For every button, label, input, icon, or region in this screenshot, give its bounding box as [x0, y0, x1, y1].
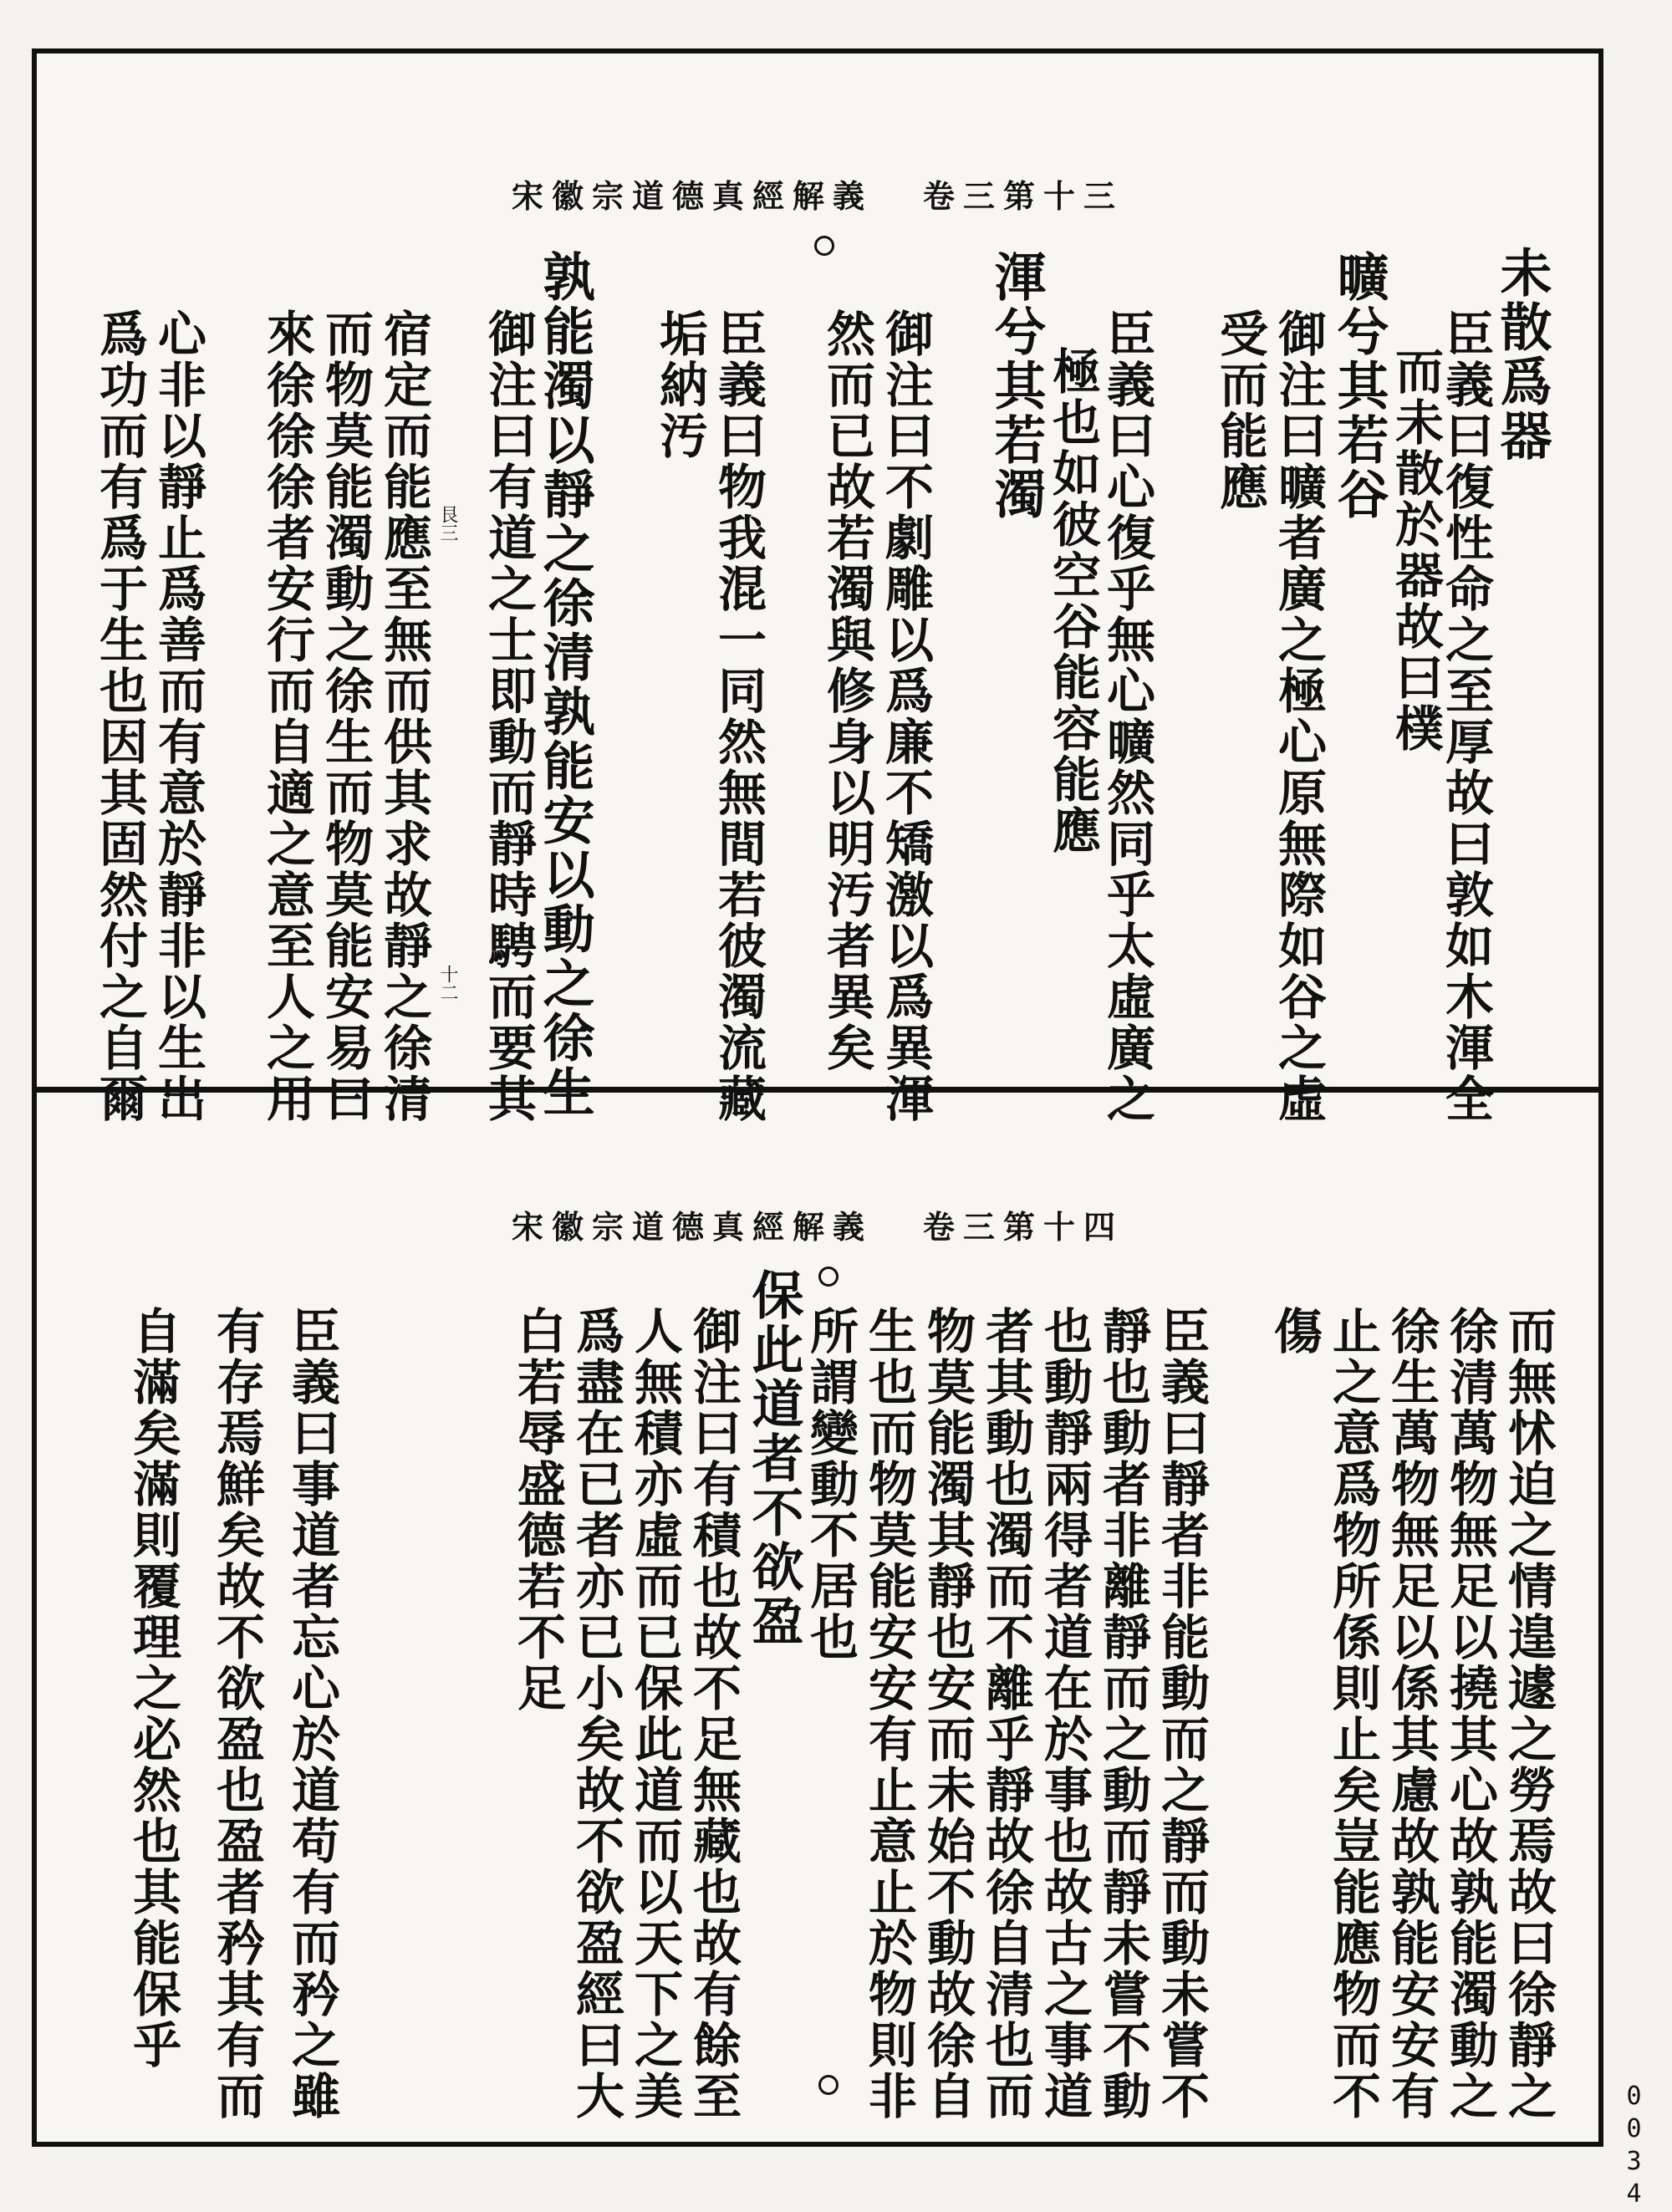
top-column-10: 御注曰不劇雕以爲廉不矯激以爲異渾 [877, 308, 934, 1124]
punctuation-circle [814, 236, 834, 256]
margin-note: 艮三 [437, 505, 458, 542]
punctuation-circle [818, 1267, 839, 1287]
bottom-column-9: 者其動也濁而不離乎靜故徐自清也而 [977, 1306, 1034, 2122]
top-page [37, 54, 1598, 1124]
bottom-column-3: 徐生萬物無足以係其慮故孰能安安有 [1383, 1306, 1440, 2122]
bottom-column-18: 臣義曰事道者忘心於道苟有而矜之雖 [283, 1306, 340, 2122]
bottom-column-1: 而無怵迫之情遑遽之勞焉故曰徐靜之 [1500, 1306, 1557, 2122]
top-column-16: 宿定而能應至無而供其求故靜之徐清 [375, 308, 432, 1124]
top-column-20: 爲功而有爲于生也因其固然付之自爾 [91, 308, 148, 1124]
punctuation-circle [818, 2075, 839, 2095]
bottom-page-header [37, 1201, 1598, 1247]
bottom-header-volume: 卷三第十四 [923, 1208, 1124, 1246]
top-column-5: 御注曰曠者廣之極心原無際如谷之虛 [1270, 308, 1327, 1124]
bottom-column-13: 保此道者不欲盈 [743, 1268, 804, 1649]
bottom-column-19: 有存焉鮮矣故不欲盈也盈者矜其有而 [208, 1306, 265, 2122]
bottom-page [37, 1093, 1598, 2142]
bottom-column-2: 徐清萬物無足以撓其心故孰能濁動之 [1441, 1306, 1498, 2122]
top-column-12: 臣義曰物我混一同然無間若彼濁流藏 [710, 308, 767, 1124]
top-column-6: 受而能應 [1211, 308, 1268, 512]
bottom-column-7: 靜也動者非離靜而之動而靜未嘗不動 [1094, 1306, 1151, 2122]
top-header-volume: 卷三第十三 [923, 177, 1124, 215]
top-column-2: 臣義曰復性命之至厚故曰敦如木渾全 [1437, 308, 1494, 1124]
bottom-column-12: 所謂變動不居也 [802, 1306, 859, 1663]
top-column-7: 臣義曰心復乎無心曠然同乎太虛廣之 [1099, 308, 1155, 1124]
bottom-column-8: 也動靜兩得者道在於事也故古之事道 [1036, 1306, 1093, 2122]
top-column-4: 曠兮其若谷 [1328, 250, 1389, 522]
top-header-title: 宋徽宗道德真經解義 [511, 177, 873, 215]
bottom-column-15: 人無積亦虛而已保此道而以天下之美 [626, 1306, 683, 2122]
bottom-column-6: 臣義曰靜者非能動而之靜而動未嘗不 [1153, 1306, 1210, 2122]
bottom-column-4: 止之意爲物所係則止矣豈能應物而不 [1324, 1306, 1381, 2122]
top-column-3: 而未散於器故曰樸 [1387, 346, 1444, 754]
top-column-17: 而物莫能濁動之徐生而物莫能安易曰 [317, 308, 374, 1124]
bottom-column-14: 御注曰有積也故不足無藏也故有餘至 [685, 1306, 742, 2122]
bottom-header-title: 宋徽宗道德真經解義 [511, 1208, 873, 1246]
top-column-14: 孰能濁以靜之徐清孰能安以動之徐生 [534, 250, 595, 1119]
top-column-15: 御注曰有道之士即動而靜時騁而要其 [480, 308, 537, 1124]
bottom-column-20: 自滿矣滿則覆理之必然也其能保乎 [125, 1306, 181, 2071]
top-column-1: 未散爲器 [1491, 246, 1552, 463]
bottom-column-17: 白若辱盛德若不足 [509, 1306, 566, 1714]
bottom-column-11: 生也而物莫能安安有止意止於物則非 [860, 1306, 917, 2122]
bottom-column-5: 傷 [1266, 1306, 1323, 1357]
top-column-8: 極也如彼空谷能容能應 [1044, 346, 1101, 856]
bottom-column-10: 物莫能濁其靜也安而未始不動故徐自 [919, 1306, 976, 2122]
margin-note: 十二 [437, 965, 458, 1002]
top-column-11: 然而已故若濁與修身以明汚者異矣 [818, 308, 875, 1073]
top-column-13: 垢納汚 [651, 308, 708, 461]
page-number: 0034 [1619, 2082, 1649, 2212]
top-page-header [37, 171, 1598, 217]
bottom-column-16: 爲盡在已者亦已小矣故不欲盈經曰大 [568, 1306, 624, 2122]
top-column-19: 心非以靜止爲善而有意於靜非以生出 [150, 308, 206, 1124]
top-column-9: 渾兮其若濁 [986, 250, 1047, 522]
top-column-18: 來徐徐徐者安行而自適之意至人之用 [258, 308, 315, 1124]
